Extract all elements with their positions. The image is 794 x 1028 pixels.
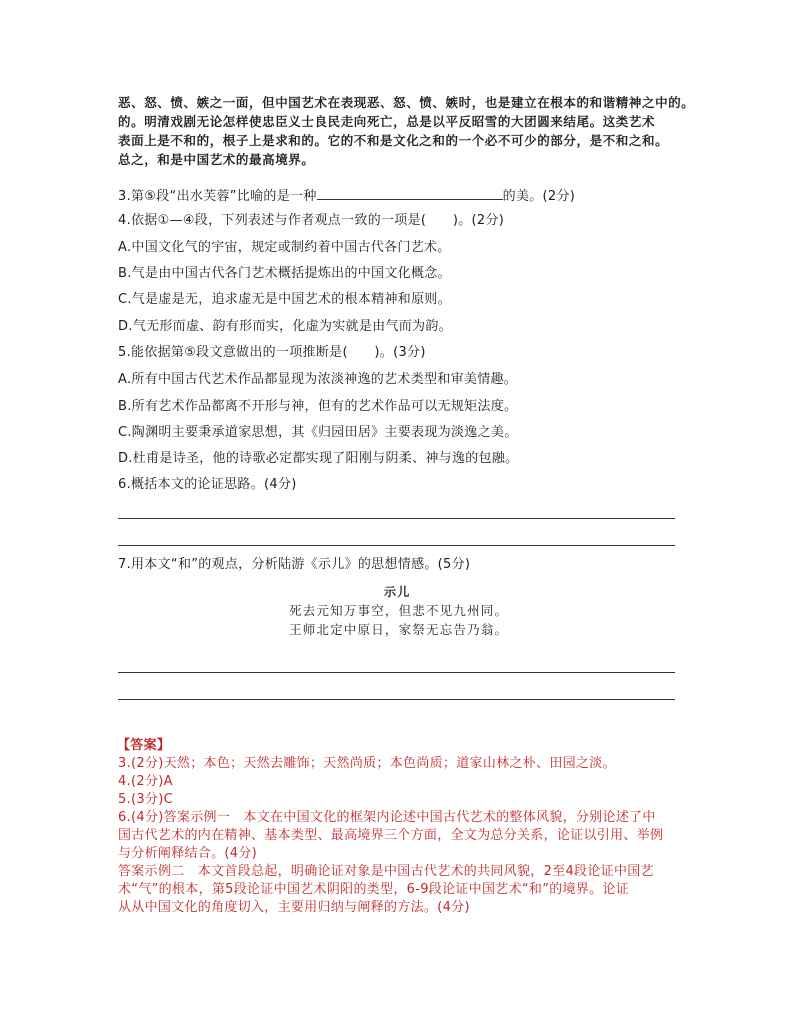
- question-4-option-b: B.气是由中国古代各门艺术概括提炼出的中国文化概念。: [118, 266, 451, 281]
- question-3-blank[interactable]: [317, 188, 503, 200]
- question-5-option-c: C.陶渊明主要秉承道家思想，其《归园田居》主要表现为淡逸之美。: [118, 425, 518, 440]
- answer-6-line-6: 从从中国文化的角度切入，主要用归纳与阐释的方法。(4分): [118, 900, 470, 915]
- answer-line-6b[interactable]: [118, 545, 675, 546]
- answer-6-line-2: 国古代艺术的内在精神、基本类型、最高境界三个方面，全文为总分关系，论证以引用、举例: [118, 828, 664, 843]
- passage-line-1: 恶、怒、愤、嫉之一面，但中国艺术在表现恶、怒、愤、嫉时，也是建立在根本的和谐精神之中的。: [118, 95, 695, 110]
- question-6: 6.概括本文的论证思路。(4分): [118, 477, 297, 492]
- answer-6-line-3: 与分析阐释结合。(4分): [118, 846, 258, 861]
- question-5-option-a: A.所有中国古代艺术作品都显现为浓淡神逸的艺术类型和审美情趣。: [118, 372, 518, 387]
- question-4-option-d: D.气无形而虚、韵有形而实，化虚为实就是由气而为韵。: [118, 319, 452, 334]
- answer-line-7b[interactable]: [118, 699, 675, 700]
- poem-line-1: 死去元知万事空，但悲不见九州同。: [289, 603, 509, 618]
- passage-line-4: 总之，和是中国艺术的最高境界。: [118, 152, 315, 167]
- answer-6-line-1: 6.(4分)答案示例一 本文在中国文化的框架内论述中国古代艺术的整体风貌，分别论述了中: [118, 810, 656, 825]
- poem-title: 示儿: [384, 585, 411, 599]
- question-3-suffix: 的美。(2分): [502, 189, 576, 204]
- question-5-option-d: D.杜甫是诗圣，他的诗歌必定都实现了阳刚与阴柔、神与逸的包融。: [118, 451, 519, 466]
- question-3-prefix: 3.第⑤段“出水芙蓉”比喻的是一种: [118, 189, 317, 204]
- answer-heading: 【答案】: [117, 738, 171, 753]
- question-4-option-a: A.中国文化气的宇宙，规定或制约着中国古代各门艺术。: [118, 240, 451, 255]
- question-7: 7.用本文“和”的观点，分析陆游《示儿》的思想情感。(5分): [118, 557, 471, 572]
- answer-3: 3.(2分)天然；本色；天然去雕饰；天然尚质；本色尚质；道家山林之朴、田园之淡。: [118, 756, 616, 771]
- answer-4: 4.(2分)A: [118, 774, 173, 789]
- question-4-option-c: C.气是虚是无，追求虚无是中国艺术的根本精神和原则。: [118, 292, 452, 307]
- question-3: [118, 188, 575, 203]
- question-5: 5.能依据第⑤段文意做出的一项推断是( )。(3分): [118, 345, 426, 360]
- answer-line-6a[interactable]: [118, 518, 675, 519]
- answer-line-7a[interactable]: [118, 672, 675, 673]
- passage-line-3: 表面上是不和的，根子上是求和的。它的不和是文化之和的一个必不可少的部分，是不和之和。: [118, 133, 669, 148]
- answer-5: 5.(3分)C: [118, 792, 173, 807]
- question-5-option-b: B.所有艺术作品都离不开形与神，但有的艺术作品可以无规矩法度。: [118, 399, 518, 414]
- answer-6-line-4: 答案示例二 本文首段总起，明确论证对象是中国古代艺术的共同风貌，2至4段论证中国艺: [118, 864, 654, 879]
- poem-line-2: 王师北定中原日，家祭无忘告乃翁。: [289, 622, 509, 637]
- answer-6-line-5: 术“气”的根本，第5段论证中国艺术阴阳的类型，6-9段论证中国艺术“和”的境界。论证: [118, 882, 630, 897]
- passage-line-2: 的。明清戏剧无论怎样使忠臣义士良民走向死亡，总是以平反昭雪的大团圆来结尾。这类艺术: [118, 114, 656, 129]
- question-4: 4.依据①—④段，下列表述与作者观点一致的一项是( )。(2分): [118, 213, 505, 228]
